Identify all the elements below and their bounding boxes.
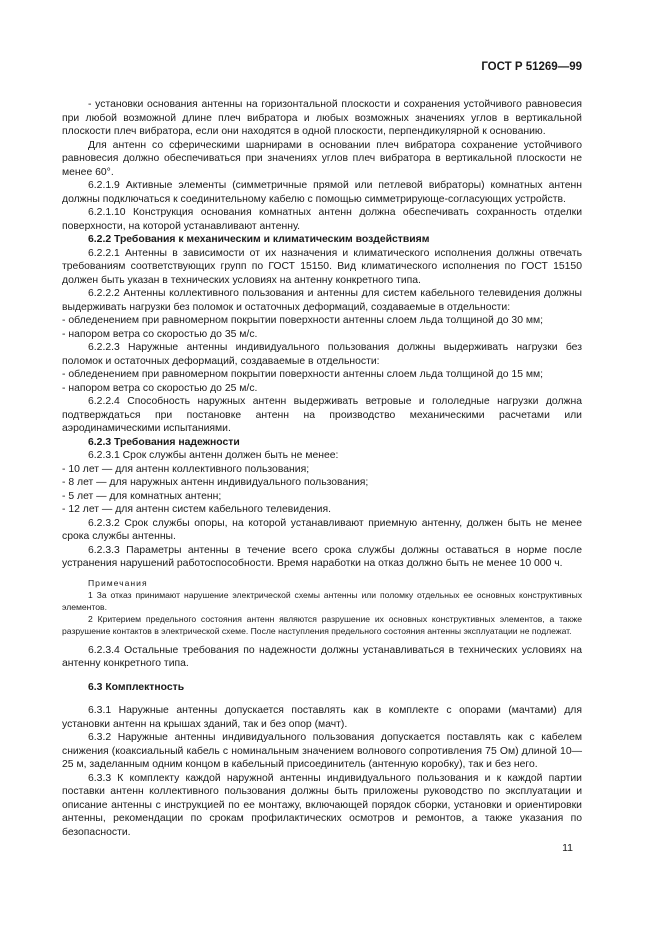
list-item: - обледенением при равномерном покрытии поверхности антенны слоем льда толщиной до 30 мм; xyxy=(62,315,544,326)
paragraph: 6.2.2.2 Антенны коллективного пользования и антенны для систем кабельного телевидения должны выдерживать нагрузки без поломок и остаточных деформаций, создаваемые в отдельности: xyxy=(62,288,582,313)
paragraph: 6.3.3 К комплекту каждой наружной антенны индивидуального пользования и к каждой партии поставки антенн коллективного пользования должны быть приложены руководство по эксплуатации и описание антенны с инструкцией по ее монтажу, включающей порядок сборки, установки и ориентировки антенны, рекомендации по срокам профилактических осмотров и ремонтов, а также указания по безопасности. xyxy=(62,772,582,838)
paragraph: 6.2.3.4 Остальные требования по надежности должны устанавливаться в технических условиях на антенну конкретного типа. xyxy=(62,644,582,669)
paragraph: 6.3.1 Наружные антенны допускается поставлять как в комплекте с опорами (мачтами) для установки антенн на крышах зданий, так и без опор (мачт). xyxy=(62,705,582,730)
paragraph: - установки основания антенны на горизонтальной плоскости и сохранения устойчивого равновесия при любой возможной длине плеч вибратора и любых возможных значениях углов в вертикальной плоскости плеч вибратора, если они находятся в одной плоскости, перпендикулярной к основанию. xyxy=(62,99,582,137)
list-item: - 12 лет — для антенн систем кабельного телевидения. xyxy=(62,504,331,515)
paragraph: 6.2.1.10 Конструкция основания комнатных антенн должна обеспечивать сохранность отделки поверхности, на которой устанавливают антенну. xyxy=(62,207,582,232)
list-item: - 5 лет — для комнатных антенн; xyxy=(62,490,222,502)
paragraph: 6.2.3.3 Параметры антенны в течение всего срока службы должны оставаться в норме после устранения нарушений работоспособности. Время наработки на отказ должно быть не менее 10 000 ч. xyxy=(62,544,582,569)
list-item: - напором ветра со скоростью до 35 м/с. xyxy=(62,328,258,340)
section-heading: 6.2.2 Требования к механическим и климатическим воздействиям xyxy=(88,234,430,245)
document-code-header: ГОСТ Р 51269—99 xyxy=(481,61,582,73)
paragraph: 6.2.1.9 Активные элементы (симметричные прямой или петлевой вибраторы) комнатных антенн должны подключаться к соединительному кабелю с помощью симметрирующе-согласующих устройств. xyxy=(62,180,582,205)
paragraph: 6.2.3.1 Срок службы антенн должен быть не менее: xyxy=(88,450,339,461)
paragraph: 6.2.2.3 Наружные антенны индивидуального пользования должны выдерживать нагрузки без поломок и остаточных деформаций, создаваемые в отдельности: xyxy=(62,342,582,367)
list-item: - 10 лет — для антенн коллективного пользования; xyxy=(62,463,310,475)
paragraph: 6.2.2.1 Антенны в зависимости от их назначения и климатического исполнения должны отвечать требованиям соответствующих групп по ГОСТ 15150. Вид климатического исполнения по ГОСТ 15150 должен быть указан в технических условиях на антенну конкретного типа. xyxy=(62,247,582,286)
paragraph: 6.3.2 Наружные антенны индивидуального пользования допускается поставлять как с кабелем снижения (коаксиальный кабель с номинальным значением волнового сопротивления 75 Ом) длиной 10—25 м, заделанным одним концом в кабельный присоединитель (антенную коробку), так и без него. xyxy=(62,732,582,770)
note: 1 За отказ принимают нарушение электрической схемы антенны или поломку отдельных ее основных конструктивных элементов. xyxy=(62,589,582,612)
paragraph: 6.2.2.4 Способность наружных антенн выдерживать ветровые и гололедные нагрузки должна подтверждаться при постановке антенн на производство механическими расчетами или аэродинамическими испытаниями. xyxy=(62,396,582,434)
notes-heading: Примечания xyxy=(88,577,148,588)
list-item: - напором ветра со скоростью до 25 м/с. xyxy=(62,382,258,394)
page-number: 11 xyxy=(562,842,573,854)
section-heading: 6.2.3 Требования надежности xyxy=(88,436,240,448)
section-heading: 6.3 Комплектность xyxy=(88,681,185,693)
note: 2 Критерием предельного состояния антенн являются разрушение их основных конструктивных элементов, а также разрушение контактов в электрической схеме. После наступления предельного состояния антенны эксплуатации не подлежат. xyxy=(62,613,582,636)
paragraph: 6.2.3.2 Срок службы опоры, на которой устанавливают приемную антенну, должен быть не менее срока службы антенны. xyxy=(62,517,582,542)
paragraph: Для антенн со сферическими шарнирами в основании плеч вибратора сохранение устойчивого равновесия должно обеспечиваться при значениях углов плеч вибратора в вертикальной плоскости не менее 60°. xyxy=(62,139,582,178)
document-body xyxy=(62,98,582,839)
list-item: - 8 лет — для наружных антенн индивидуального пользования; xyxy=(62,477,369,488)
list-item: - обледенением при равномерном покрытии поверхности антенны слоем льда толщиной до 15 мм; xyxy=(62,369,544,380)
